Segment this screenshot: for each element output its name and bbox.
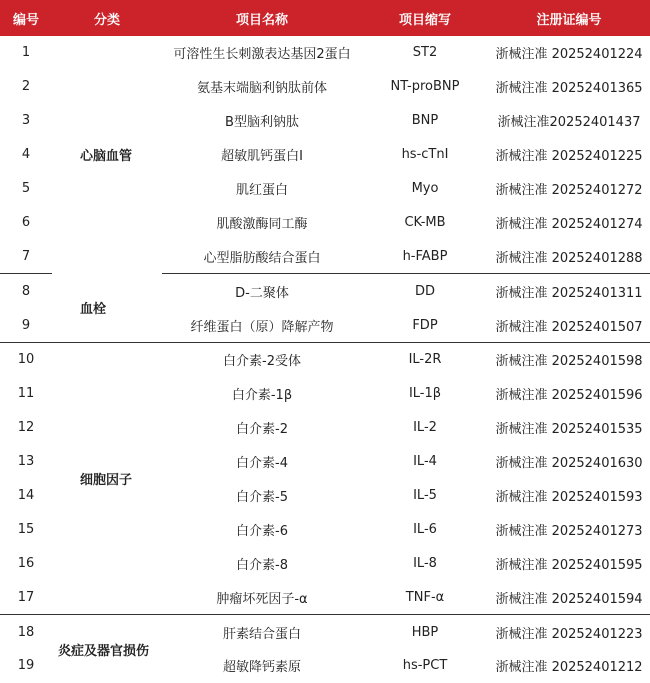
table-row (0, 615, 650, 649)
row-number: 8 (21, 283, 31, 299)
row-number: 5 (21, 181, 31, 196)
registration-no: 浙械注准 20252401224 (495, 47, 643, 63)
registration-no: 浙械注准 20252401596 (495, 388, 643, 404)
item-name: D-二聚体 (235, 285, 289, 301)
row-number: 11 (17, 386, 35, 402)
registration-no: 浙械注准 20252401272 (495, 183, 643, 198)
item-name: 白介素-6 (236, 523, 288, 539)
item-abbr: IL-4 (413, 454, 437, 470)
item-abbr: IL-1β (408, 386, 442, 402)
item-abbr: DD (414, 283, 436, 299)
item-abbr: NT-proBNP (390, 79, 460, 95)
header-row (0, 0, 650, 36)
row-number: 15 (17, 521, 35, 537)
item-name: 白介素-5 (236, 490, 288, 506)
registration-no: 浙械注准 20252401274 (495, 216, 643, 232)
registration-no: 浙械注准 20252401223 (495, 626, 643, 642)
header-number: 编号 (0, 0, 52, 36)
registration-no: 浙械注准 20252401507 (488, 308, 650, 342)
row-number: 13 (17, 454, 35, 470)
item-name: 超敏肌钙蛋白I (221, 149, 303, 165)
item-name: 白介素-2 (236, 422, 288, 438)
row-number: 19 (17, 658, 35, 674)
item-name: 白介素-4 (236, 456, 288, 472)
registration-no: 浙械注准 20252401630 (495, 456, 643, 472)
registration-no: 浙械注准 20252401535 (495, 422, 643, 438)
item-abbr: FDP (362, 308, 488, 342)
row-number: 16 (17, 555, 35, 571)
registration-no: 浙械注准 20252401273 (495, 523, 643, 539)
item-name: 氨基末端脑利钠肽前体 (196, 81, 327, 97)
item-abbr: Myo (411, 181, 439, 196)
item-name: 超敏降钙素原 (222, 660, 301, 676)
row-number: 12 (17, 420, 35, 436)
item-abbr: h-FABP (362, 239, 488, 273)
row-number: 4 (21, 147, 31, 163)
category-cell: 细胞因子 (52, 343, 162, 615)
item-name: 白介素-8 (236, 557, 288, 573)
item-abbr: IL-5 (413, 488, 437, 504)
item-abbr: IL-6 (413, 521, 437, 537)
item-abbr: CK-MB (404, 214, 446, 230)
item-name: 心型脂肪酸结合蛋白 (162, 239, 362, 273)
registration-no: 浙械注准 20252401288 (488, 239, 650, 273)
item-name: 可溶性生长刺激表达基因2蛋白 (173, 47, 351, 63)
row-number: 9 (0, 308, 52, 342)
item-name: 白介素-2受体 (223, 354, 301, 370)
registration-no: 浙械注准 20252401365 (495, 81, 643, 97)
item-abbr: IL-2 (413, 420, 437, 436)
item-abbr: IL-8 (413, 555, 437, 571)
registration-no: 浙械注准 20252401225 (495, 149, 643, 165)
registration-no: 浙械注准20252401437 (497, 115, 641, 131)
item-name: 纤维蛋白（原）降解产物 (162, 308, 362, 342)
registration-no: 浙械注准 20252401311 (495, 285, 643, 301)
item-abbr: hs-PCT (402, 658, 448, 674)
registration-no: 浙械注准 20252401594 (488, 580, 650, 614)
registration-no: 浙械注准 20252401212 (495, 660, 643, 676)
row-number: 6 (21, 214, 31, 230)
item-abbr: hs-cTnI (401, 147, 449, 163)
registration-no: 浙械注准 20252401595 (495, 557, 643, 573)
item-abbr: BNP (411, 113, 439, 129)
row-number: 3 (21, 113, 31, 129)
header-registration-no: 注册证编号 (488, 0, 650, 36)
table-row (0, 343, 650, 377)
item-name: 白介素-1β (231, 388, 293, 404)
item-name: 肌酸激酶同工酶 (216, 216, 308, 232)
row-number: 2 (21, 79, 31, 95)
table-row (0, 36, 650, 70)
category-cell: 心脑血管 (80, 149, 133, 165)
item-abbr: TNF-α (362, 580, 488, 614)
item-name: 肝素结合蛋白 (222, 626, 301, 642)
item-name: 肿瘤坏死因子-α (162, 580, 362, 614)
table-row (0, 274, 650, 308)
item-name: 肌红蛋白 (235, 183, 288, 198)
row-number: 7 (0, 239, 52, 273)
item-abbr: IL-2R (408, 352, 442, 368)
item-abbr: HBP (411, 624, 439, 640)
header-item-name: 项目名称 (162, 0, 362, 36)
item-abbr: ST2 (412, 45, 438, 61)
row-number: 17 (0, 580, 52, 614)
category-cell: 炎症及器官损伤 (58, 643, 150, 659)
registration-no: 浙械注准 20252401593 (495, 490, 643, 506)
row-number: 1 (21, 45, 31, 61)
header-abbreviation: 项目缩写 (362, 0, 488, 36)
row-number: 18 (17, 624, 35, 640)
header-category: 分类 (52, 0, 162, 36)
row-number: 10 (17, 352, 35, 368)
row-number: 14 (17, 488, 35, 504)
item-name: B型脑利钠肽 (225, 115, 299, 131)
registration-no: 浙械注准 20252401598 (495, 354, 643, 370)
category-cell: 血栓 (52, 274, 162, 343)
